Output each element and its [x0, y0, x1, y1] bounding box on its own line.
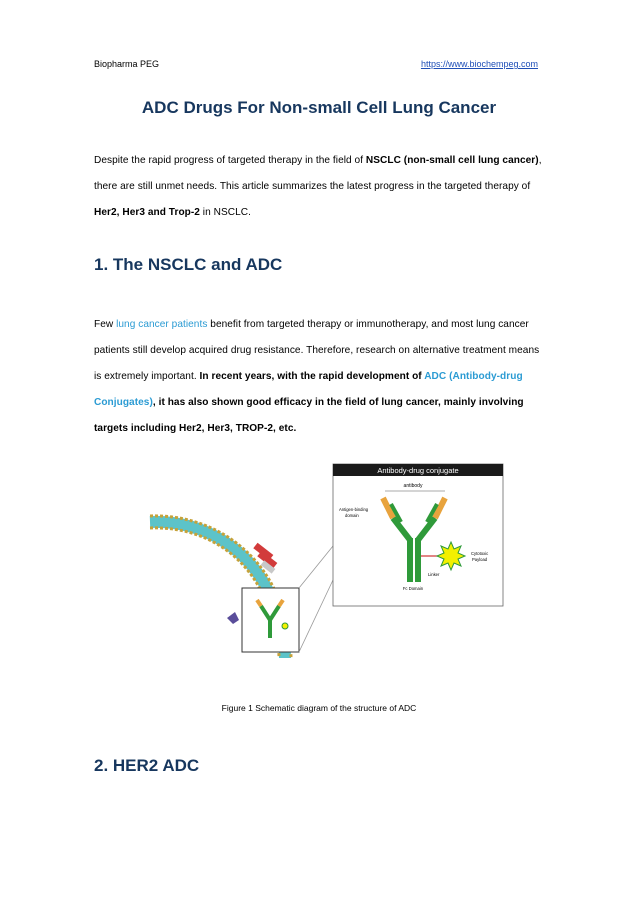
intro-text-2: , there are still unmet needs. This article summarizes the latest progress in the targeted therapy of: [94, 155, 542, 192]
lung-cancer-patients-link[interactable]: lung cancer patients: [116, 319, 208, 330]
label-antigen-1: Antigen-binding: [339, 507, 369, 512]
label-antibody: antibody: [403, 483, 423, 489]
label-antigen-2: domain: [345, 513, 359, 518]
label-linker: Linker: [428, 572, 440, 577]
section-heading-nsclc-adc: 1. The NSCLC and ADC: [94, 255, 283, 274]
cytotoxic-payload: [437, 542, 465, 570]
intro-bold-nsclc: NSCLC (non-small cell lung cancer): [365, 155, 539, 166]
section1-text-2: benefit from targeted therapy or immunotherapy, and most lung cancer patients still develop acquired drug resistance. Therefore, research on alternative treatment means is extremely important.: [94, 319, 540, 382]
adc-structure-figure: [145, 460, 505, 660]
page-header: [94, 59, 538, 75]
section-heading-her2-adc: 2. HER2 ADC: [94, 756, 200, 775]
label-cytotoxic-1: Cytotoxic: [471, 551, 489, 556]
zoom-line-2: [299, 580, 333, 652]
section1-bold-1: In recent years, with the rapid development of: [199, 371, 425, 382]
zoom-line-1: [299, 546, 333, 588]
adc-link[interactable]: ADC (Antibody-drug Conjugates): [94, 371, 523, 408]
intro-text-1: Despite the rapid progress of targeted therapy in the field of: [94, 155, 366, 166]
header-url-link[interactable]: https://www.biochempeg.com: [420, 59, 538, 69]
label-fc-domain: Fc Domain: [402, 586, 424, 591]
adc-panel-title: Antibody-drug conjugate: [377, 466, 459, 475]
intro-bold-targets: Her2, Her3 and Trop-2: [94, 207, 200, 218]
section1-text-1: Few: [94, 319, 117, 330]
membrane-protein: [227, 612, 239, 624]
section1-paragraph: [94, 312, 544, 442]
figure-caption: Figure 1 Schematic diagram of the structure of ADC: [221, 703, 417, 713]
intro-text-3: in NSCLC.: [199, 207, 251, 218]
header-brand: Biopharma PEG: [94, 59, 160, 69]
document-title: ADC Drugs For Non-small Cell Lung Cancer: [141, 98, 497, 117]
label-cytotoxic-2: Payload: [472, 557, 488, 562]
intro-paragraph: [94, 148, 544, 226]
section1-bold-2: , it has also shown good efficacy in the field of lung cancer, mainly involving targets including Her2, Her3, TROP-2, etc.: [94, 397, 524, 434]
